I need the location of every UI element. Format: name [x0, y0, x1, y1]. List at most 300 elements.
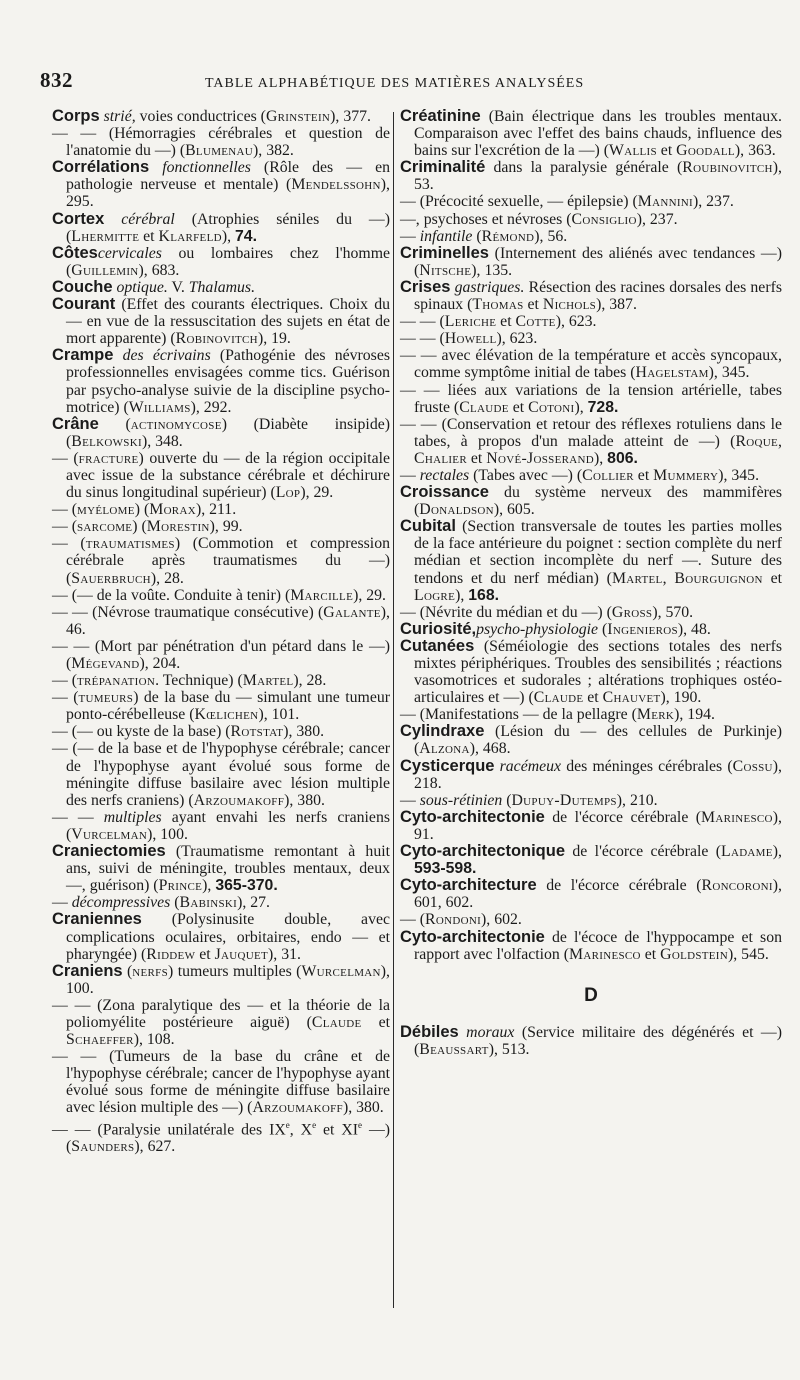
entry-text: ), 387. — [596, 296, 637, 314]
entry-text: ), 28. — [150, 569, 184, 587]
entry-text: — — (Conservation et retour des réflexes rotuliens dans le tabes, à propos d'un malade atteint de —) ( — [400, 415, 782, 450]
index-entry — [52, 604, 390, 638]
entry-text: (Effet des courants électriques. Choix du — en vue de la ressuscitation des sujets en état de mort apparente) ( — [66, 296, 390, 348]
author-name: Riddew — [146, 945, 196, 963]
entry-text: et — [508, 398, 529, 416]
entry-text: ( — [98, 415, 131, 433]
author-name: tumeurs — [78, 689, 134, 707]
author-name: Lop — [275, 484, 301, 502]
index-entry — [52, 211, 390, 245]
entry-text: ), 468. — [469, 740, 511, 758]
entry-text: (Atrophies séniles du —) ( — [66, 210, 390, 245]
index-entry — [400, 245, 782, 279]
author-name: Mannini — [637, 193, 693, 211]
entry-text: ), 19. — [257, 330, 291, 348]
entry-text: — (Névrite du médian et du —) ( — [400, 603, 612, 621]
entry-headword: Cylindraxe — [400, 722, 485, 741]
entry-text: (Section transversale de toutes les parties molles de la face antérieure du poignet : section complète du nerf médian et section incomplète du nerf —. Suture des tendons et du nerf médian) ( — [414, 518, 782, 587]
entry-text: — — (Paralysie unilatérale des IX — [52, 1120, 286, 1138]
entry-text: et XI — [316, 1120, 359, 1138]
index-entry — [52, 159, 390, 210]
index-entry — [400, 228, 782, 245]
author-name: Chalier — [414, 449, 467, 467]
author-name: Chauvet — [602, 689, 661, 707]
entry-headword: Craniectomies — [52, 842, 166, 861]
index-entry — [52, 416, 390, 450]
section-letter: D — [584, 984, 598, 1006]
entry-text: ), — [593, 449, 608, 467]
index-entry — [400, 792, 782, 809]
index-entry — [400, 484, 782, 518]
author-name: Arzoumakoff — [193, 791, 285, 809]
author-name: traumatismes — [85, 535, 175, 553]
index-entry — [400, 809, 782, 843]
entry-text: multiples — [103, 808, 162, 826]
entry-text: ), 380. — [342, 1099, 384, 1117]
page-ref-bold: 365-370. — [215, 877, 278, 895]
entry-text: ) ( — [134, 501, 150, 519]
index-entry — [400, 638, 782, 706]
author-name: Collier — [582, 466, 634, 484]
page-ref-bold: 593-598. — [414, 860, 477, 878]
index-entry — [400, 877, 782, 911]
entry-text: moraux — [458, 1023, 515, 1041]
entry-text: ), 194. — [674, 706, 715, 724]
entry-text: et — [195, 945, 215, 963]
author-name: Merk — [636, 706, 675, 724]
entry-text: ), 190. — [660, 689, 702, 707]
entry-headword: Crampe — [52, 346, 114, 365]
entry-text: ), — [772, 843, 782, 861]
entry-headword: Débiles — [400, 1022, 459, 1041]
entry-text: décompressives — [71, 894, 171, 912]
index-entry — [400, 604, 782, 621]
entry-headword: Couche — [52, 277, 113, 296]
entry-text: — (Précocité sexuelle, — épilepsie) ( — [400, 193, 638, 211]
entry-text: de l'écorce cérébrale ( — [544, 808, 702, 826]
entry-text: ), 29. — [300, 484, 334, 502]
index-entry — [400, 279, 782, 313]
author-name: Marinesco — [569, 945, 641, 963]
entry-text: et — [640, 945, 661, 963]
entry-text: ou lombaires chez l'homme ( — [66, 244, 390, 279]
entry-text: e — [312, 1119, 317, 1130]
entry-text: ), 605. — [493, 501, 535, 519]
author-name: Claude — [533, 689, 584, 707]
author-name: Rondoni — [425, 911, 482, 929]
entry-text: ), 31. — [268, 945, 301, 963]
entry-text: ), 237. — [693, 193, 734, 211]
author-name: Morestin — [146, 518, 210, 536]
index-entry — [400, 416, 782, 467]
entry-text: et — [762, 569, 782, 587]
author-name: Nové-Josserand — [486, 449, 594, 467]
page-ref-bold: 74. — [235, 227, 257, 245]
entry-text: ), 683. — [138, 261, 180, 279]
entry-text: , — [662, 569, 675, 587]
right-column — [400, 108, 782, 1058]
left-column — [52, 108, 390, 1155]
author-name: Cossu — [732, 757, 773, 775]
entry-text: ), 100. — [66, 962, 391, 997]
author-name: Williams — [128, 398, 191, 416]
author-name: Wurcelman — [301, 962, 381, 980]
entry-text: ), 28. — [293, 672, 327, 690]
entry-text: Thalamus. — [188, 278, 256, 296]
index-entry — [52, 723, 390, 740]
author-name: Roncoroni — [701, 877, 773, 895]
entry-text: ), — [574, 398, 588, 416]
author-name: Alzona — [419, 740, 470, 758]
author-name: Nitsche — [419, 261, 472, 279]
entry-text: ), 27. — [237, 894, 270, 912]
entry-text: — — (Zona paralytique des — et la théorie de la poliomyélite postérieure aiguë) ( — [52, 996, 390, 1031]
author-name: Saunders — [71, 1137, 135, 1155]
entry-text: e — [285, 1119, 290, 1130]
entry-headword: Créatinine — [400, 107, 481, 125]
index-entry — [52, 894, 390, 911]
entry-text: (Service militaire des dégénérés et —) ( — [414, 1023, 782, 1058]
entry-text: ayant envahi les nerfs craniens ( — [66, 808, 390, 843]
entry-text: ( — [472, 227, 482, 245]
author-name: Rémond — [481, 227, 535, 245]
entry-text: . Technique) ( — [155, 672, 243, 690]
index-entry — [400, 1024, 782, 1058]
entry-text: de l'écorce cérébrale ( — [536, 877, 702, 895]
entry-text: cérébral — [104, 210, 175, 228]
entry-text: —, psychoses et névroses ( — [400, 210, 572, 228]
index-entry — [400, 929, 782, 963]
entry-text: V. — [167, 278, 189, 296]
author-name: Leriche — [444, 313, 497, 331]
author-name: nerfs — [132, 962, 169, 980]
author-name: Jauquet — [214, 945, 269, 963]
entry-text: , — [778, 432, 782, 450]
entry-text: — — ( — [400, 313, 445, 331]
entry-text: — — [400, 791, 420, 809]
author-name: Mendelssohn — [291, 176, 381, 194]
entry-headword: Côtes — [52, 243, 98, 262]
index-entry — [400, 621, 782, 638]
entry-text: — — [400, 466, 420, 484]
entry-text: des méninges cérébrales ( — [561, 757, 733, 775]
author-name: Cotoni — [528, 398, 575, 416]
entry-text: et — [523, 296, 543, 314]
entry-text: ), 363. — [734, 142, 776, 160]
author-name: Lhermitte — [71, 227, 140, 245]
author-name: Grinstein — [265, 108, 331, 125]
entry-text: — ( — [52, 535, 86, 553]
index-entry — [52, 1117, 390, 1155]
page-ref-bold: 168. — [468, 586, 500, 604]
entry-text: ), 210. — [616, 791, 658, 809]
entry-text: cervicales — [97, 244, 162, 262]
author-name: Schaeffer — [66, 1031, 134, 1049]
index-entry — [52, 843, 390, 894]
entry-headword: Criminelles — [400, 243, 489, 262]
entry-text: ), 56. — [534, 227, 568, 245]
entry-text: ), 211. — [195, 501, 237, 519]
entry-text: ) (Diabète insipide) ( — [66, 415, 390, 450]
index-entry — [52, 347, 390, 415]
entry-headword: Crâne — [52, 414, 99, 433]
author-name: Arzoumakoff — [252, 1099, 343, 1117]
entry-text: ), 382. — [253, 142, 294, 160]
entry-text: — ( — [52, 518, 78, 536]
entry-text: — ( — [400, 911, 426, 929]
entry-headword: Cyto-architecture — [400, 876, 537, 895]
entry-text: psycho-physiologie — [476, 620, 599, 638]
entry-text: et — [466, 449, 487, 467]
author-name: Hagelstam — [635, 364, 709, 382]
entry-text: et — [583, 689, 603, 707]
entry-text: — ( — [52, 501, 78, 519]
entry-text: — — ( — [400, 330, 445, 348]
entry-text: — — avec élévation de la température et accès syncopaux, comme symptôme initial de tabes ( — [400, 347, 782, 382]
entry-text: — (— de la base et de l'hypophyse cérébrale; cancer de l'hypophyse ayant évolué sous forme de méningite diffuse basilaire avec lésion multiple des nerfs craniens) ( — [52, 740, 390, 809]
running-head: TABLE ALPHABÉTIQUE DES MATIÈRES ANALYSÉES — [205, 76, 585, 91]
column-divider — [393, 112, 394, 1308]
entry-text: et — [656, 142, 677, 160]
entry-text: ), 292. — [190, 398, 232, 416]
entry-text: et — [633, 466, 654, 484]
entry-text: — ( — [52, 689, 79, 707]
entry-text: — — liées aux variations de la tension artérielle, tabes fruste ( — [400, 381, 782, 416]
author-name: Goldstein — [660, 945, 729, 963]
entry-headword: Craniennes — [52, 910, 142, 929]
entry-text: dans la paralysie générale ( — [485, 159, 683, 177]
author-name: Gross — [611, 603, 653, 621]
entry-headword: Cyto-architectonique — [400, 842, 566, 861]
entry-text: (Pathogénie des névroses professionnelles envisagées comme tics. Guérison par psycho-analyse suivie de la discipline psycho-motrice) ( — [66, 347, 390, 416]
entry-text: ), 377. — [330, 108, 371, 125]
entry-text: de l'écoce de l'hyppocampe et son rapport avec l'olfaction ( — [414, 928, 782, 963]
author-name: Blumenau — [185, 142, 254, 160]
entry-text: ), 623. — [555, 313, 597, 331]
entry-text: (Internement des aliénés avec tendances —) ( — [414, 244, 782, 279]
index-entry — [400, 723, 782, 757]
entry-text: ), 545. — [728, 945, 769, 963]
index-entry — [400, 313, 782, 330]
entry-text: ( — [170, 894, 180, 912]
entry-text: ) de la base du — simulant une tumeur ponto-cérébelleuse ( — [66, 689, 390, 724]
index-entry — [400, 193, 782, 210]
author-name: Sauerbruch — [71, 569, 151, 587]
entry-headword: Crises — [400, 277, 451, 296]
entry-text: fonctionnelles — [149, 159, 251, 177]
entry-headword: Cortex — [52, 209, 105, 228]
entry-headword: Corrélations — [52, 158, 150, 177]
author-name: Klarfeld — [158, 227, 222, 245]
entry-text: sous-rétinien — [419, 791, 503, 809]
page-ref-bold: 728. — [587, 398, 619, 416]
entry-text: — — — [52, 808, 104, 826]
index-entry — [400, 843, 782, 877]
index-entry — [52, 689, 390, 723]
entry-headword: Cutanées — [400, 636, 475, 655]
index-entry — [52, 672, 390, 689]
entry-text: ), 99. — [209, 518, 243, 536]
entry-headword: Curiosité, — [400, 619, 477, 638]
author-name: Beaussart — [419, 1040, 489, 1058]
author-name: Roque — [735, 432, 779, 450]
entry-text: ( — [598, 620, 608, 638]
entry-text: strié, — [99, 108, 136, 125]
author-name: trépanation — [77, 672, 156, 690]
entry-text: — (Manifestations — de la pellagre ( — [400, 706, 637, 724]
entry-headword: Cubital — [400, 517, 456, 536]
entry-text: — — (Tumeurs de la base du crâne et de l'hypophyse cérébrale; cancer de l'hypophyse ayant évolué sous forme de méningite diffuse basilaire avec lésion multiple des —) ( — [52, 1048, 390, 1117]
author-name: actinomycose — [130, 415, 222, 433]
author-name: Goodall — [676, 142, 735, 160]
author-name: Ingenieros — [607, 620, 678, 638]
index-entry — [400, 467, 782, 484]
index-entry — [400, 159, 782, 193]
author-name: Robinovitch — [175, 330, 258, 348]
entry-headword: Croissance — [400, 483, 489, 502]
author-name: Thomas — [472, 296, 524, 314]
index-entry — [400, 382, 782, 416]
entry-text: voies conductrices ( — [135, 108, 266, 125]
entry-text: ), 135. — [471, 261, 513, 279]
index-entry — [400, 706, 782, 723]
author-name: Claude — [459, 398, 509, 416]
author-name: Cotte — [515, 313, 556, 331]
author-name: Martel — [242, 672, 294, 690]
entry-text: ), 345. — [718, 466, 760, 484]
entry-text: ), 204. — [139, 655, 181, 672]
entry-text: ), 108. — [133, 1031, 175, 1049]
entry-text: (Lésion du — des cellules de Purkinje) ( — [414, 723, 782, 758]
entry-text: rectales — [419, 466, 470, 484]
entry-text: des écrivains — [113, 347, 211, 365]
entry-text: et — [361, 1013, 390, 1031]
index-entry — [400, 347, 782, 381]
entry-text: — — (Névrose traumatique consécutive) ( — [52, 603, 324, 621]
entry-text: (Rôle des — en pathologie nerveuse et mentale) ( — [66, 159, 390, 194]
page-number: 832 — [40, 68, 73, 92]
index-entry — [52, 1048, 390, 1116]
author-name: fracture — [78, 449, 139, 467]
entry-text: , X — [289, 1120, 313, 1138]
index-entry — [400, 518, 782, 603]
entry-text: ), 623. — [496, 330, 538, 348]
author-name: Rotstat — [230, 723, 284, 741]
entry-text: (Tabes avec —) ( — [469, 466, 583, 484]
author-name: Howell — [444, 330, 497, 348]
entry-text: infantile — [419, 227, 473, 245]
entry-headword: Cyto-architectonie — [400, 807, 545, 826]
entry-text: —) ( — [66, 1120, 391, 1155]
index-entry — [400, 330, 782, 347]
entry-text: ), 345. — [708, 364, 750, 382]
index-entry — [52, 518, 390, 535]
author-name: Mummery — [653, 466, 719, 484]
index-entry — [52, 638, 390, 672]
entry-text: ), 570. — [652, 603, 694, 621]
entry-headword: Corps — [52, 107, 100, 125]
entry-text: e — [358, 1119, 363, 1130]
entry-headword: Courant — [52, 295, 116, 314]
author-name: sarcome — [77, 518, 133, 536]
index-entry — [52, 587, 390, 604]
index-entry — [400, 211, 782, 228]
index-entry — [400, 108, 782, 159]
entry-text: — — [52, 894, 72, 912]
index-entry — [52, 809, 390, 843]
entry-text: ), 602. — [481, 911, 522, 929]
author-name: Ladame — [721, 843, 773, 861]
author-name: Wallis — [608, 142, 657, 160]
author-name: Guillemin — [71, 261, 139, 279]
entry-text: ), 100. — [147, 825, 188, 843]
index-entry — [52, 535, 390, 586]
entry-text: ( — [122, 962, 133, 980]
entry-text: ) ( — [132, 518, 147, 536]
entry-text: ), 53. — [414, 159, 782, 194]
entry-text: (Polysinusite double, avec complications oculaires, orbitaires, endo — et pharyngée) ( — [66, 911, 390, 963]
index-entry — [52, 296, 390, 347]
entry-text: — ( — [52, 449, 79, 467]
author-name: Vurcelman — [71, 825, 148, 843]
author-name: Roubinovitch — [682, 159, 773, 177]
entry-text: gastriques. — [450, 278, 525, 296]
entry-text: (Bain électrique dans les troubles mentaux. Comparaison avec l'effet des bains chauds, influence des bains sur l'excrétion de la —) ( — [414, 108, 782, 160]
entry-text: ), 601, 602. — [414, 877, 782, 912]
author-name: Martel — [611, 569, 663, 587]
index-entry — [52, 997, 390, 1048]
entry-text: ), 91. — [414, 808, 782, 843]
author-name: Belkowski — [71, 432, 142, 450]
entry-text: — (— de la voûte. Conduite à tenir) ( — [52, 586, 291, 604]
entry-text: ) tumeurs multiples ( — [168, 962, 302, 980]
index-entry — [52, 125, 390, 159]
index-entry — [400, 911, 782, 928]
author-name: Galante — [323, 603, 381, 621]
entry-text: ), 348. — [141, 432, 183, 450]
entry-text: ), 513. — [488, 1040, 530, 1058]
entry-text: ), 380. — [283, 723, 325, 741]
entry-text: optique. — [112, 278, 168, 296]
author-name: Mégevand — [71, 655, 140, 672]
author-name: Bourguignon — [674, 569, 763, 587]
entry-text: ), 237. — [636, 210, 678, 228]
entry-text: ), 48. — [677, 620, 711, 638]
entry-text: — — [400, 227, 420, 245]
entry-text: ), 627. — [134, 1137, 176, 1155]
entry-text: et — [496, 313, 516, 331]
entry-text: ) ouverte du — de la région occipitale avec issue de la substance cérébrale et déchirure du sinus longitudinal supérieur) ( — [66, 449, 390, 502]
author-name: Logre — [414, 586, 456, 604]
entry-text: ), — [455, 586, 469, 604]
entry-text: ), 29. — [353, 586, 386, 604]
index-entry — [52, 911, 390, 962]
entry-text: — — (Mort par pénétration d'un pétard dans le —) ( — [52, 637, 390, 672]
author-name: Prince — [158, 877, 203, 895]
index-entry — [52, 501, 390, 518]
index-entry — [52, 450, 390, 501]
entry-text: — ( — [52, 672, 78, 690]
page-ref-bold: 806. — [607, 449, 638, 467]
entry-text: ) (Commotion et compression cérébrale après traumatismes du —) ( — [66, 535, 390, 587]
entry-headword: Criminalité — [400, 158, 486, 177]
index-entry — [52, 108, 390, 125]
entry-text: — (— ou kyste de la base) ( — [52, 723, 231, 741]
index-entry — [400, 758, 782, 792]
entry-text: ), 380. — [284, 791, 325, 809]
entry-headword: Craniens — [52, 961, 123, 980]
entry-text: — — (Hémorragies cérébrales et question de l'anatomie du —) ( — [52, 125, 390, 160]
